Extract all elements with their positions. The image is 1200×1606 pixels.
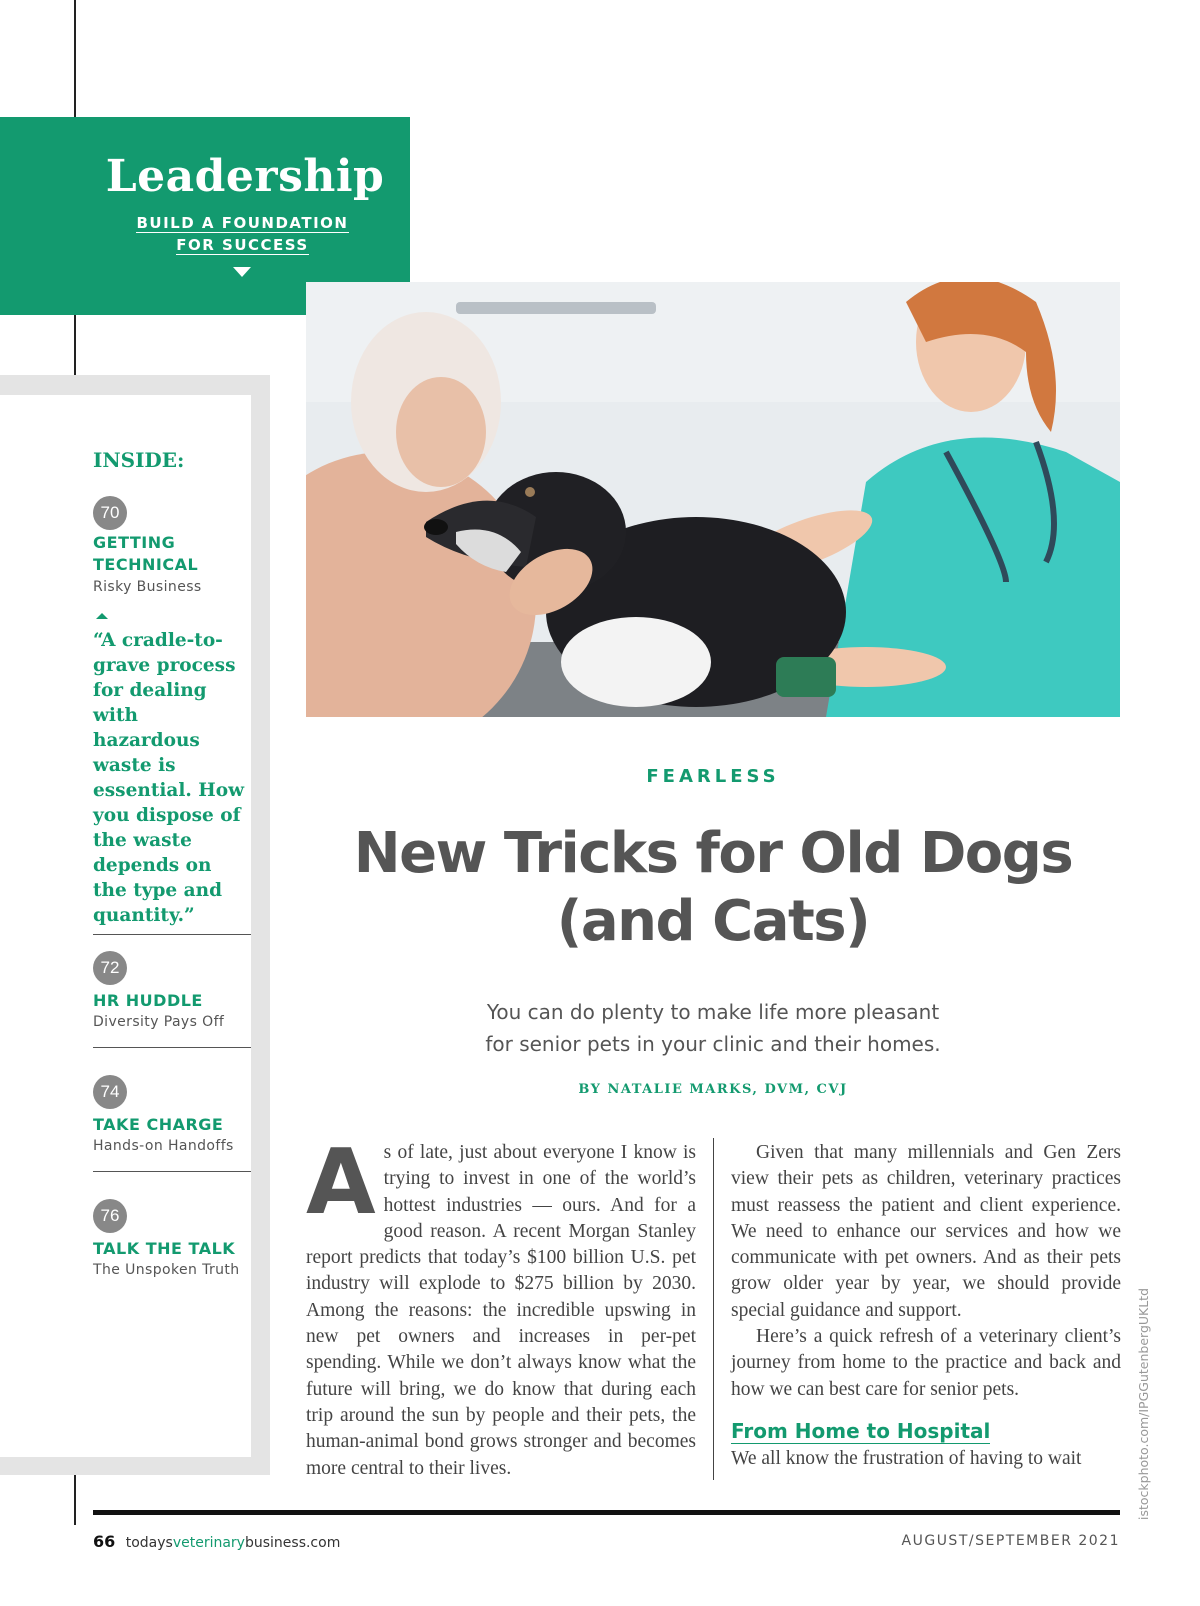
body-paragraph: We all know the frustration of having to wait	[731, 1448, 1082, 1470]
footer-folio	[93, 1532, 340, 1551]
deck-line2: for senior pets in your clinic and their homes.	[485, 1032, 941, 1056]
toc-page-number: 72	[93, 951, 127, 985]
chevron-down-icon	[233, 267, 251, 277]
toc-title-line2: TECHNICAL	[93, 555, 199, 574]
article-subhead: From Home to Hospital	[731, 1418, 991, 1443]
site-url-part2: veterinary	[172, 1535, 245, 1551]
toc-title[interactable]	[93, 532, 198, 576]
section-subtitle-line1: BUILD A FOUNDATION	[136, 214, 349, 232]
sidebar-label: INSIDE:	[93, 448, 185, 472]
body-paragraph: Here’s a quick refresh of a veterinary client’s journey from home to the practice and back and how we can best care for senior pets.	[731, 1326, 1121, 1400]
page-number: 66	[93, 1532, 116, 1551]
headline-line1: New Tricks for Old Dogs	[353, 821, 1073, 886]
article-kicker: FEARLESS	[646, 766, 780, 787]
column-rule	[713, 1138, 714, 1480]
toc-page-number: 70	[93, 496, 127, 530]
site-url-part1: todays	[125, 1535, 173, 1551]
photo-credit: istockphoto.com/IPGGutenbergUKLtd	[1136, 1287, 1151, 1520]
article-byline: BY NATALIE MARKS, DVM, CVJ	[578, 1082, 848, 1097]
body-paragraph: s of late, just about everyone I know is trying to invest in one of the world’s hottest industries — ours. And for a good reason. A recent Morgan Stanley report predicts that today’s $100 billion U.S. pet industry will explode to $275 billion by 2030. Among the reasons: the incredible upswing in new pet owners and increases in per-pet spending. While we don’t always know what the future will bring, we do know that during each trip around the sun by people and their pets, the human-animal bond grows stronger and becomes more central to their lives.	[306, 1142, 696, 1479]
vet-with-dog-image	[306, 282, 1120, 717]
sidebar-divider	[93, 1047, 251, 1048]
section-subtitle-line2: FOR SUCCESS	[176, 236, 309, 254]
site-url[interactable]	[126, 1535, 341, 1551]
section-title: Leadership	[105, 151, 385, 202]
article-deck	[306, 996, 1120, 1060]
toc-subtitle: Hands-on Handoffs	[93, 1138, 234, 1154]
pull-quote: “A cradle-to-grave process for dealing with hazardous waste is essential. How you dispose of the waste depends on the type and quantity.”	[93, 630, 245, 926]
caret-up-icon	[96, 613, 108, 619]
article-headline	[306, 820, 1120, 956]
toc-subtitle: Risky Business	[93, 579, 202, 595]
article-photo	[306, 282, 1120, 717]
footer-rule	[93, 1510, 1120, 1515]
toc-title[interactable]: HR HUDDLE	[93, 991, 203, 1010]
site-url-part3: business.com	[244, 1535, 341, 1551]
section-subtitle	[0, 212, 485, 256]
toc-subtitle: The Unspoken Truth	[93, 1262, 240, 1278]
toc-page-number: 76	[93, 1199, 127, 1233]
article-column-left	[306, 1130, 696, 1482]
issue-date: AUGUST/SEPTEMBER 2021	[901, 1533, 1120, 1549]
toc-title-line1: GETTING	[93, 533, 176, 552]
toc-title[interactable]: TALK THE TALK	[93, 1239, 236, 1258]
article-column-right	[731, 1140, 1121, 1473]
sidebar-divider	[93, 1171, 251, 1172]
headline-line2: (and Cats)	[556, 889, 870, 954]
body-paragraph: Given that many millennials and Gen Zers view their pets as children, veterinary practices must reassess the patient and client experience. We need to enhance our services and how we communicate with pet owners. And as their pets grow older year by year, we should provide special guidance and support.	[731, 1142, 1121, 1321]
toc-subtitle: Diversity Pays Off	[93, 1014, 225, 1030]
drop-cap: A	[306, 1130, 376, 1235]
deck-line1: You can do plenty to make life more pleasant	[486, 1000, 940, 1024]
toc-title[interactable]: TAKE CHARGE	[93, 1115, 224, 1134]
toc-page-number: 74	[93, 1075, 127, 1109]
sidebar-divider	[93, 934, 251, 935]
